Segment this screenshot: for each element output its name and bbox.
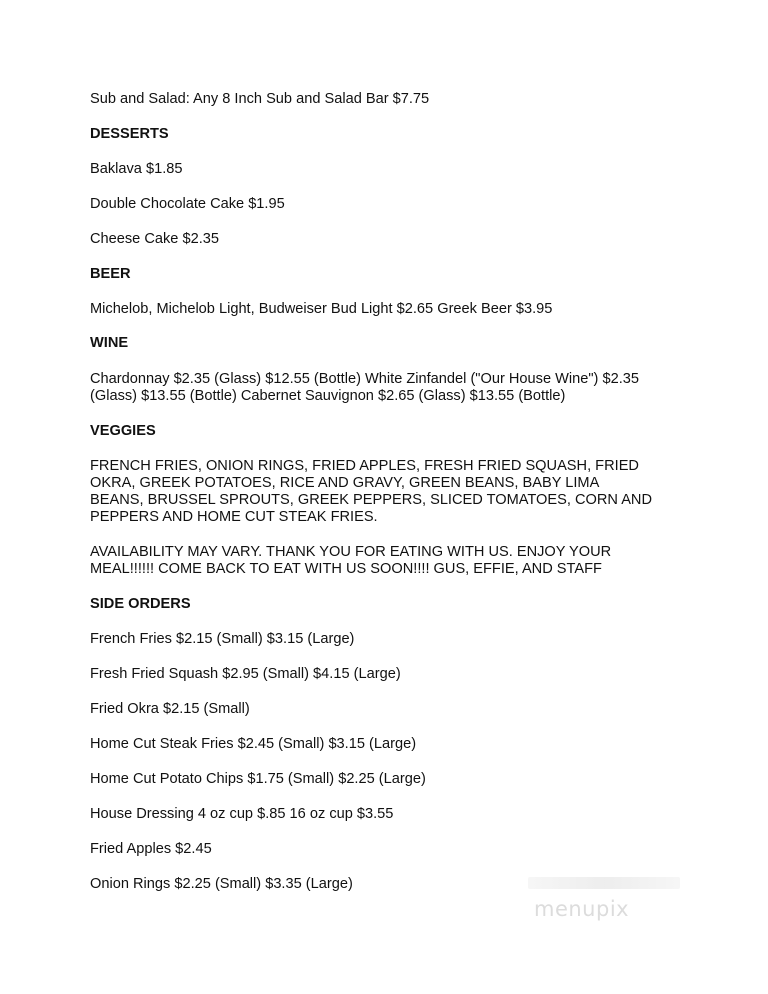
desserts-heading: DESSERTS (90, 126, 169, 142)
dessert-item-chocolate-cake: Double Chocolate Cake $1.95 (90, 196, 285, 212)
dessert-item-cheese-cake: Cheese Cake $2.35 (90, 231, 219, 247)
availability-note-line-1: AVAILABILITY MAY VARY. THANK YOU FOR EATING WITH US. ENJOY YOUR (90, 544, 612, 560)
veggies-text-line-3: BEANS, BRUSSEL SPROUTS, GREEK PEPPERS, SLICED TOMATOES, CORN AND (90, 492, 653, 508)
wine-text-line-2: (Glass) $13.55 (Bottle) Cabernet Sauvignon $2.65 (Glass) $13.55 (Bottle) (90, 388, 566, 404)
side-item-fried-okra: Fried Okra $2.15 (Small) (90, 701, 250, 717)
wine-text-line-1: Chardonnay $2.35 (Glass) $12.55 (Bottle) White Zinfandel ("Our House Wine") $2.35 (90, 371, 639, 387)
wine-heading: WINE (90, 335, 129, 351)
side-item-french-fries: French Fries $2.15 (Small) $3.15 (Large) (90, 631, 355, 647)
side-orders-heading: SIDE ORDERS (90, 596, 191, 612)
side-item-potato-chips: Home Cut Potato Chips $1.75 (Small) $2.25 (Large) (90, 771, 426, 787)
veggies-text-line-4: PEPPERS AND HOME CUT STEAK FRIES. (90, 509, 378, 525)
watermark-logo: menupix (534, 897, 630, 921)
veggies-text-line-1: FRENCH FRIES, ONION RINGS, FRIED APPLES, FRESH FRIED SQUASH, FRIED (90, 458, 639, 474)
dessert-item-baklava: Baklava $1.85 (90, 161, 183, 177)
veggies-heading: VEGGIES (90, 423, 156, 439)
side-item-fried-apples: Fried Apples $2.45 (90, 841, 212, 857)
watermark-strip (528, 877, 680, 889)
veggies-text-line-2: OKRA, GREEK POTATOES, RICE AND GRAVY, GREEN BEANS, BABY LIMA (90, 475, 600, 491)
side-item-house-dressing: House Dressing 4 oz cup $.85 16 oz cup $3.55 (90, 806, 394, 822)
beer-heading: BEER (90, 266, 131, 282)
beer-text: Michelob, Michelob Light, Budweiser Bud Light $2.65 Greek Beer $3.95 (90, 301, 553, 317)
side-item-fried-squash: Fresh Fried Squash $2.95 (Small) $4.15 (Large) (90, 666, 401, 682)
availability-note-line-2: MEAL!!!!!! COME BACK TO EAT WITH US SOON!!!! GUS, EFFIE, AND STAFF (90, 561, 602, 577)
side-item-onion-rings: Onion Rings $2.25 (Small) $3.35 (Large) (90, 876, 353, 892)
side-item-steak-fries: Home Cut Steak Fries $2.45 (Small) $3.15 (Large) (90, 736, 417, 752)
sub-and-salad-item: Sub and Salad: Any 8 Inch Sub and Salad Bar $7.75 (90, 91, 430, 107)
